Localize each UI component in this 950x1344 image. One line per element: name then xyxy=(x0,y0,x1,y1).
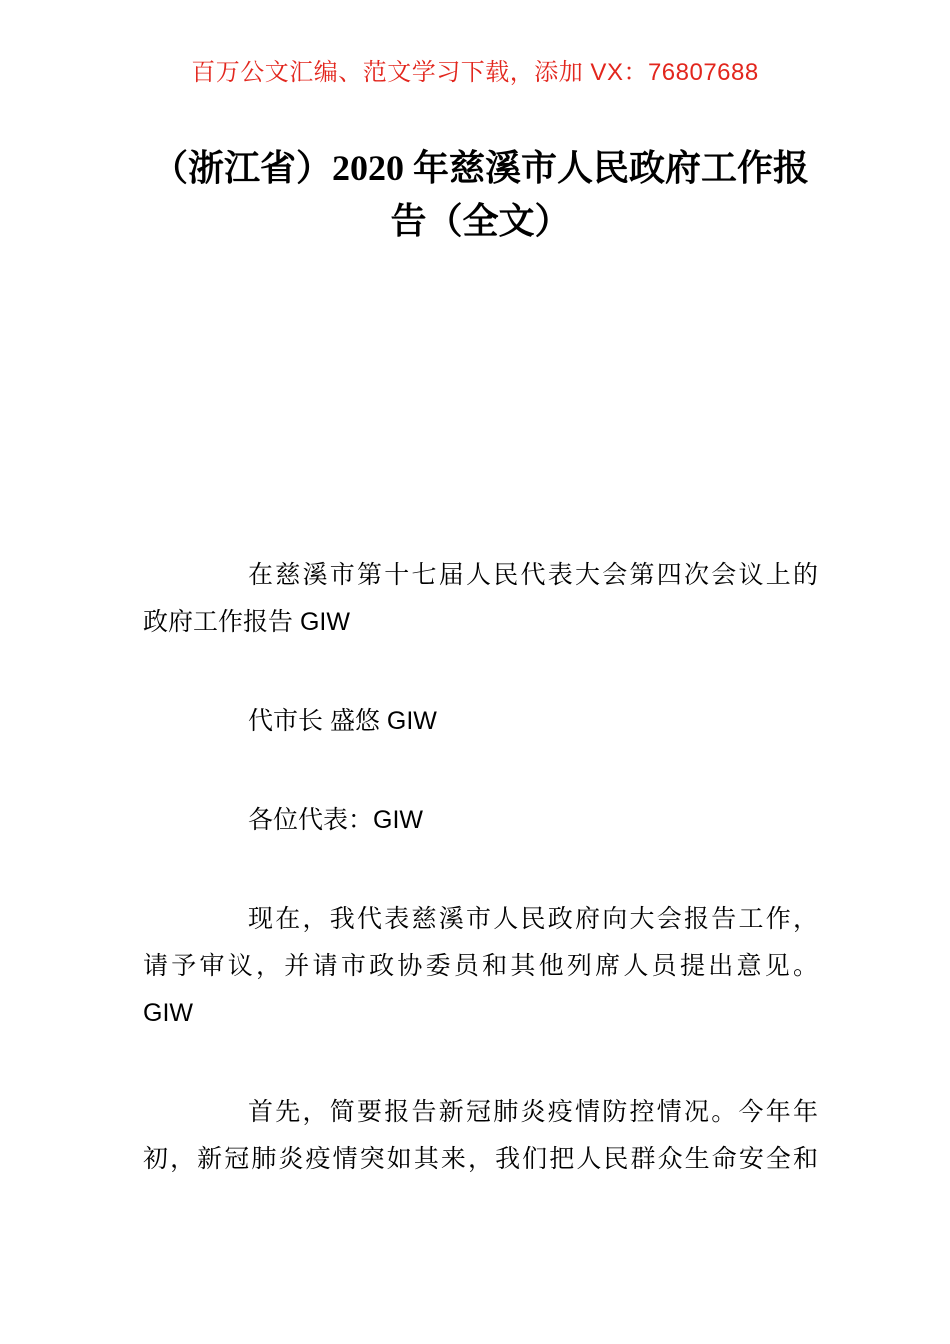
paragraph-line: 首先，简要报告新冠肺炎疫情防控情况。今年年 xyxy=(248,1098,818,1126)
paragraph-line: 初，新冠肺炎疫情突如其来，我们把人民群众生命安全和 xyxy=(143,1145,818,1173)
document-title xyxy=(143,142,818,248)
blank-space xyxy=(143,248,818,552)
document-title-line-2: 告（全文） xyxy=(390,201,571,241)
paragraph-epidemic xyxy=(143,1089,818,1183)
document-content xyxy=(143,142,818,1183)
paragraph-line: 现在，我代表慈溪市人民政府向大会报告工作， xyxy=(248,905,818,933)
paragraph-mayor xyxy=(143,698,818,745)
paragraph-line: 代市长 盛悠 GIW xyxy=(248,707,437,735)
paragraph-line: 请予审议，并请市政协委员和其他列席人员提出意见。 xyxy=(143,952,818,980)
paragraph-line: GIW xyxy=(143,999,193,1027)
paragraph-line: 在慈溪市第十七届人民代表大会第四次会议上的 xyxy=(248,561,818,589)
promo-banner: 百万公文汇编、范文学习下载，添加 VX：76807688 xyxy=(191,59,759,86)
paragraph-line: 各位代表：GIW xyxy=(248,806,423,834)
document-title-line-1: （浙江省）2020 年慈溪市人民政府工作报 xyxy=(151,148,809,188)
paragraph-report-heading xyxy=(143,552,818,646)
paragraph-salutation xyxy=(143,797,818,844)
paragraph-line: 政府工作报告 GIW xyxy=(143,608,350,636)
paragraph-intro xyxy=(143,896,818,1037)
